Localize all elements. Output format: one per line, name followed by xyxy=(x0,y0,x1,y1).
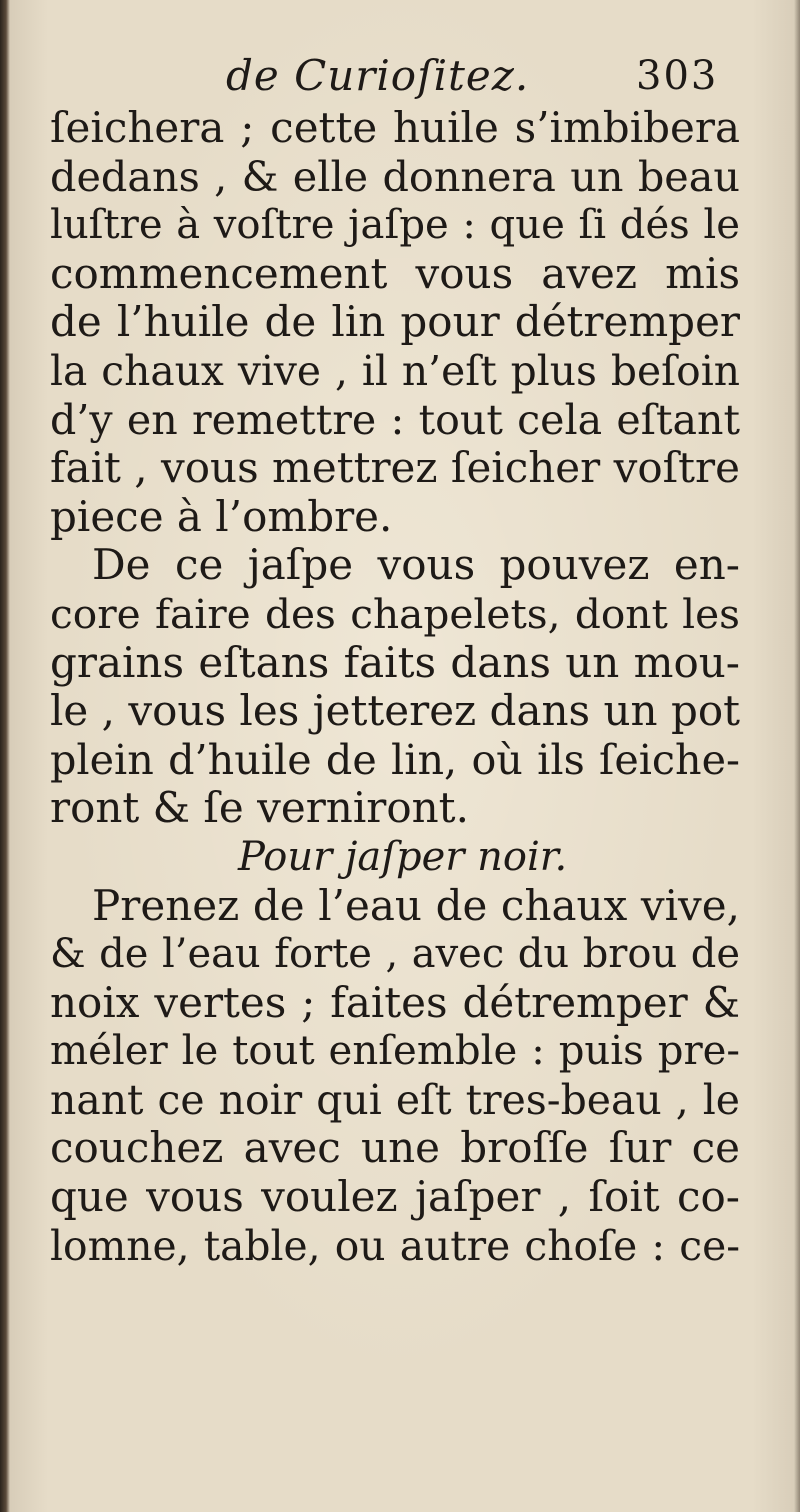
binding-edge xyxy=(0,0,10,1512)
text-line: De ce jaſpe vous pouvez en- xyxy=(92,540,740,590)
text-line: plein d’huile de lin, où ils ſeiche- xyxy=(50,735,740,784)
text-line: d’y en remettre : tout cela eſtant xyxy=(50,395,740,444)
text-line: grains eſtans faits dans un mou- xyxy=(50,637,740,687)
page-edge-shadow xyxy=(794,0,800,1512)
text-line: la chaux vive , il n’eſt plus beſoin xyxy=(50,346,740,395)
text-line: lomne, table, ou autre choſe : ce- xyxy=(50,1221,740,1270)
text-line: commencement vous avez mis xyxy=(50,248,740,298)
text-line: fait , vous mettrez ſeicher voſtre xyxy=(50,443,740,493)
text-line: méler le tout enſemble : puis pre- xyxy=(50,1028,740,1075)
text-line: piece à l’ombre. xyxy=(50,491,393,541)
section-heading: Pour jaſper noir. xyxy=(238,833,568,880)
text-block xyxy=(50,52,740,1270)
running-title: de Curioſitez. xyxy=(226,51,530,100)
text-line: couchez avec une broſſe ſur ce xyxy=(50,1123,740,1173)
text-line: ſeichera ; cette huile s’imbibera xyxy=(50,103,740,152)
page-number: 303 xyxy=(636,53,719,99)
text-line: ront & ſe verniront. xyxy=(50,783,469,833)
text-line: dedans , & elle donnera un beau xyxy=(50,152,740,201)
paragraph-1 xyxy=(50,104,740,541)
page-header xyxy=(50,52,740,104)
text-line: core faire des chapelets, dont les xyxy=(50,589,740,638)
text-line: que vous voulez jaſper , ſoit co- xyxy=(50,1172,740,1222)
paragraph-3 xyxy=(50,882,740,1271)
text-line: luſtre à voſtre jaſpe : que ſi dés le xyxy=(50,202,740,249)
text-line: de l’huile de lin pour détremper xyxy=(50,297,740,347)
paragraph-2 xyxy=(50,541,740,833)
text-line: nant ce noir qui eſt tres-beau , le xyxy=(50,1075,740,1124)
text-line: Prenez de l’eau de chaux vive, xyxy=(92,880,740,930)
text-line: le , vous les jetterez dans un pot xyxy=(50,686,740,736)
text-line: & de l’eau forte , avec du brou de xyxy=(50,931,740,978)
text-line: noix vertes ; faites détremper & xyxy=(50,977,740,1027)
